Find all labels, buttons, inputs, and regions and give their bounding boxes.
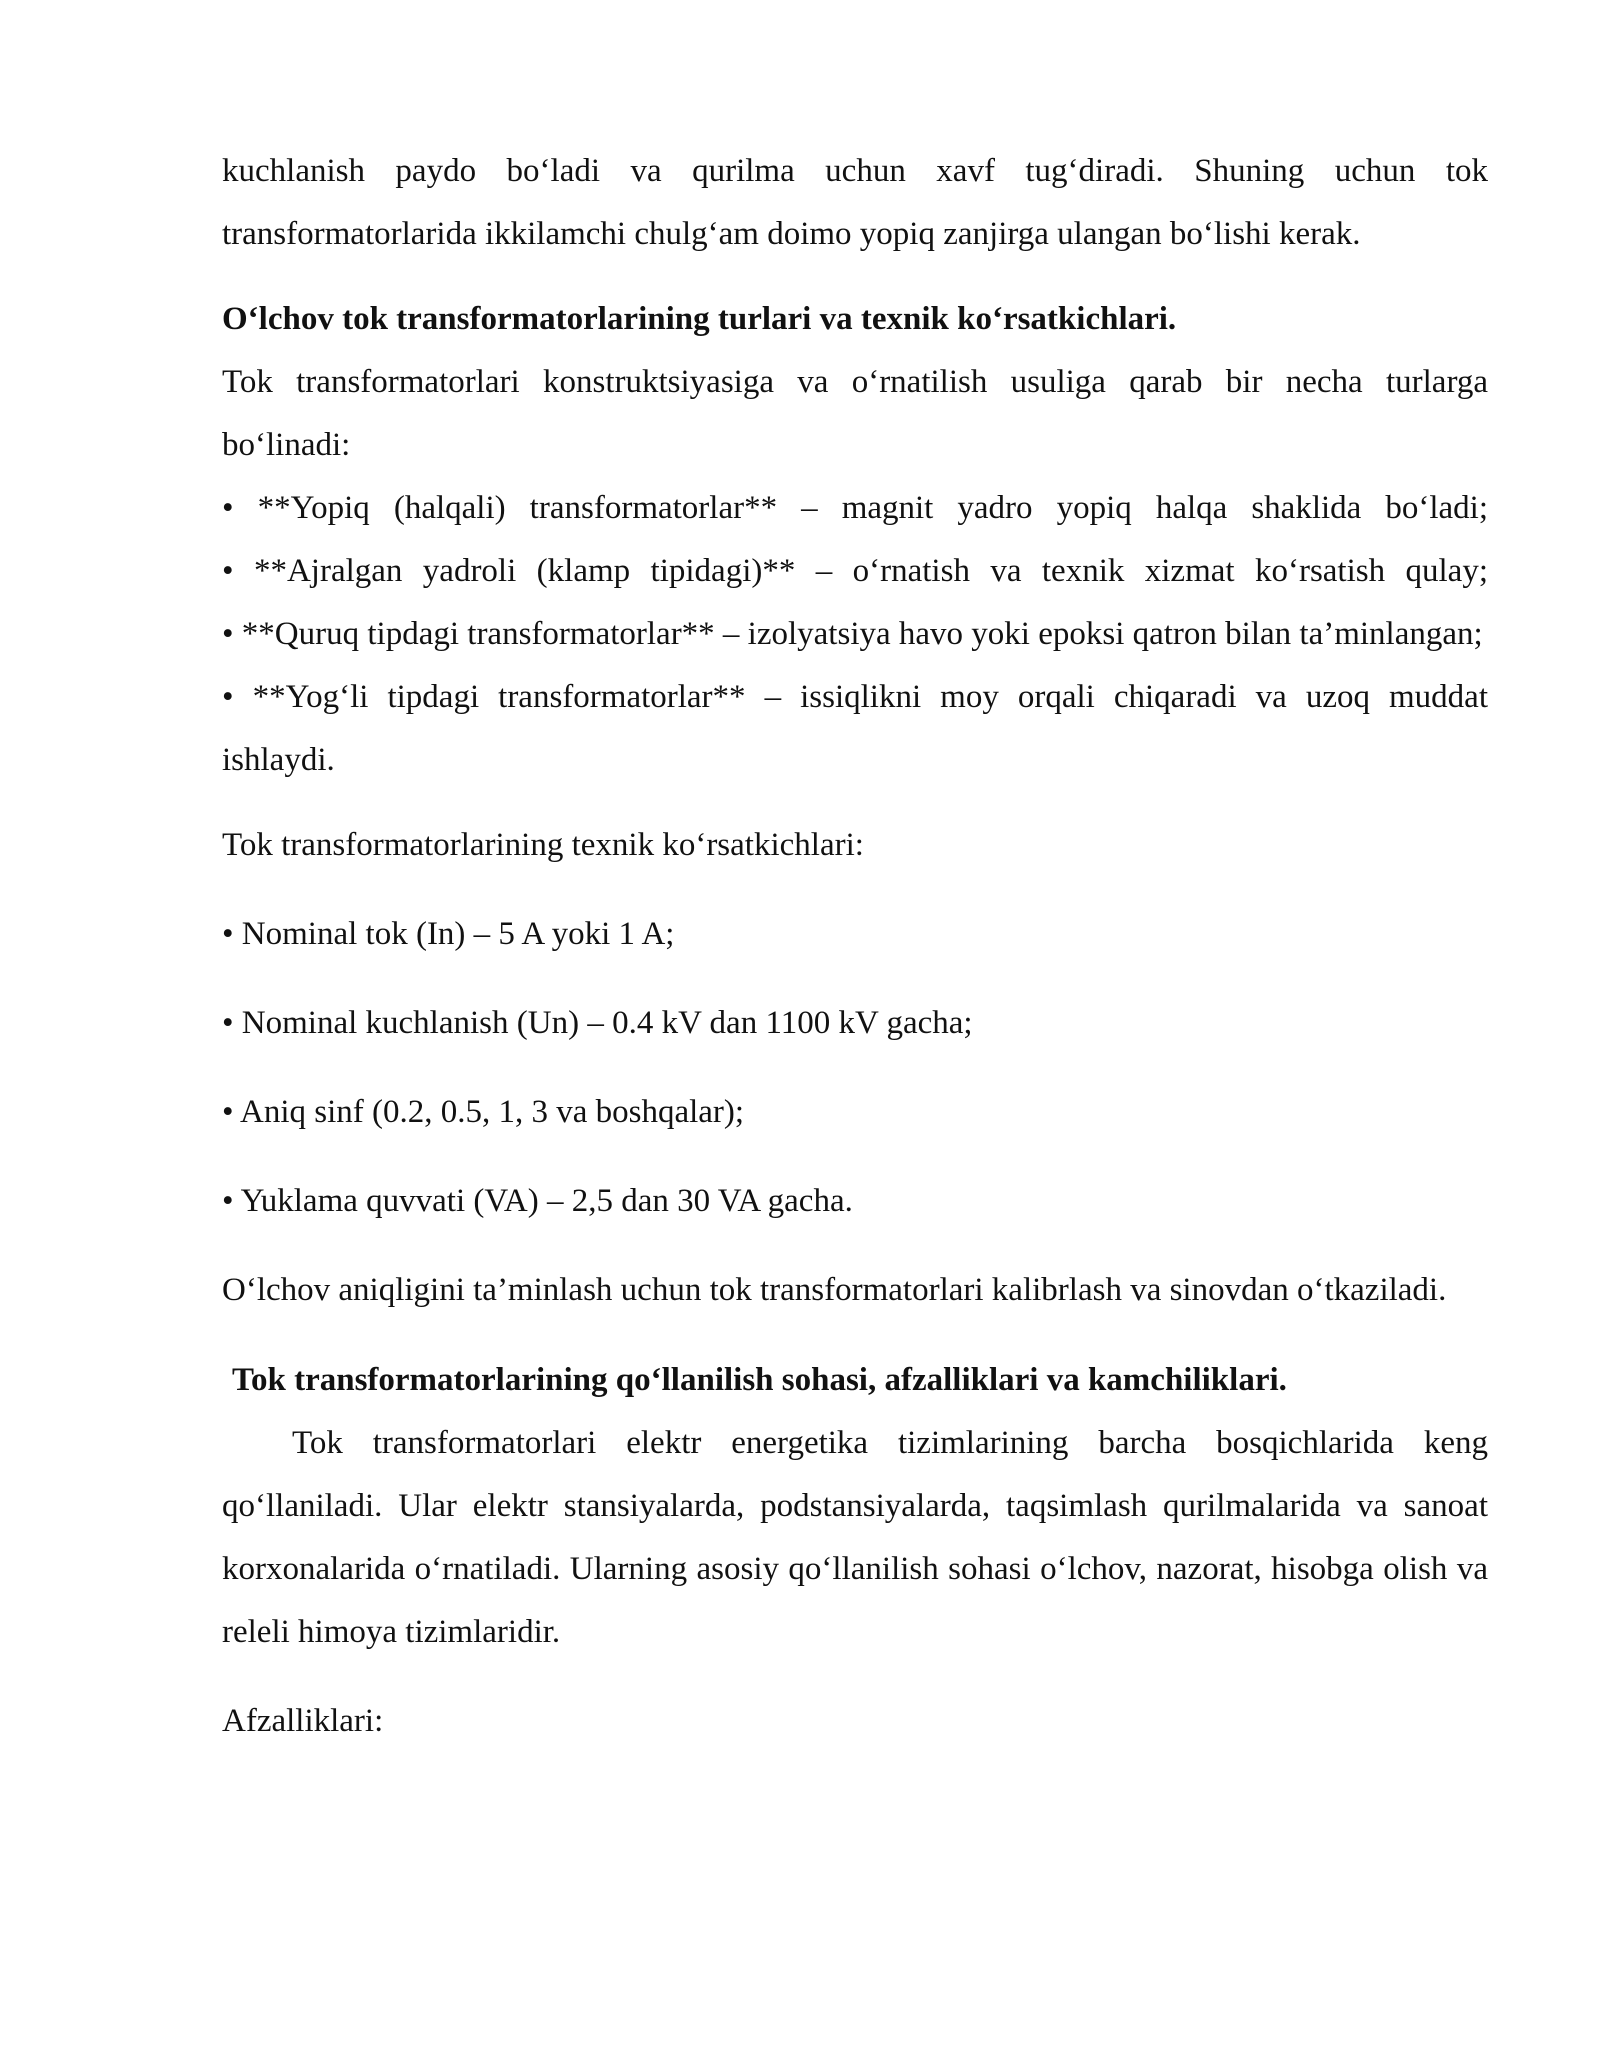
types-list-item: • **Quruq tipdagi transformatorlar** – izolyatsiya havo yoki epoksi qatron bilan ta’minlangan; <box>222 616 1483 652</box>
document-body <box>222 140 1488 1753</box>
spacer <box>222 1144 1488 1170</box>
usage-paragraph: Tok transformatorlari elektr energetika tizimlarining barcha bosqichlarida keng qo‘llaniladi. Ular elektr stansiyalarda, podstansiyalarda, taqsimlash qurilmalarida va sanoat korxonalarida o‘rnatiladi. Ularning asosiy qo‘llanilish sohasi o‘lchov, nazorat, hisobga olish va releli himoya tizimlaridir. <box>222 1425 1488 1650</box>
spacer <box>222 1322 1488 1349</box>
specs-intro-paragraph: Tok transformatorlarining texnik ko‘rsatkichlari: <box>222 827 864 863</box>
types-list-item: • **Ajralgan yadroli (klamp tipidagi)** – o‘rnatish va texnik xizmat ko‘rsatish qulay; <box>222 553 1488 589</box>
specs-list-item: • Yuklama quvvati (VA) – 2,5 dan 30 VA gacha. <box>222 1183 853 1219</box>
spacer <box>222 966 1488 992</box>
section-heading-usage: Tok transformatorlarining qo‘llanilish sohasi, afzalliklari va kamchiliklari. <box>232 1362 1287 1398</box>
types-list-item: • **Yog‘li tipdagi transformatorlar** – issiqlikni moy orqali chiqaradi va uzoq muddat ishlaydi. <box>222 679 1488 778</box>
types-list-item: • **Yopiq (halqali) transformatorlar** – magnit yadro yopiq halqa shaklida bo‘ladi; <box>222 490 1488 526</box>
spacer <box>222 792 1488 814</box>
specs-list-item: • Nominal kuchlanish (Un) – 0.4 kV dan 1100 kV gacha; <box>222 1005 973 1041</box>
spacer <box>222 1233 1488 1259</box>
section-heading-types: O‘lchov tok transformatorlarining turlari va texnik ko‘rsatkichlari. <box>222 301 1177 337</box>
calibration-paragraph: O‘lchov aniqligini ta’minlash uchun tok transformatorlari kalibrlash va sinovdan o‘tkaziladi. <box>222 1272 1447 1308</box>
spacer <box>222 1055 1488 1081</box>
types-intro-paragraph: Tok transformatorlari konstruktsiyasiga va o‘rnatilish usuliga qarab bir necha turlarga bo‘linadi: <box>222 364 1488 463</box>
specs-list-item: • Nominal tok (In) – 5 A yoki 1 A; <box>222 916 675 952</box>
spacer <box>222 877 1488 903</box>
specs-list-item: • Aniq sinf (0.2, 0.5, 1, 3 va boshqalar); <box>222 1094 745 1130</box>
intro-paragraph: kuchlanish paydo bo‘ladi va qurilma uchun xavf tug‘diradi. Shuning uchun tok transformatorlarida ikkilamchi chulg‘am doimo yopiq zanjirga ulangan bo‘lishi kerak. <box>222 153 1488 252</box>
advantages-label: Afzalliklari: <box>222 1703 384 1739</box>
spacer <box>222 266 1488 288</box>
spacer <box>222 1664 1488 1690</box>
